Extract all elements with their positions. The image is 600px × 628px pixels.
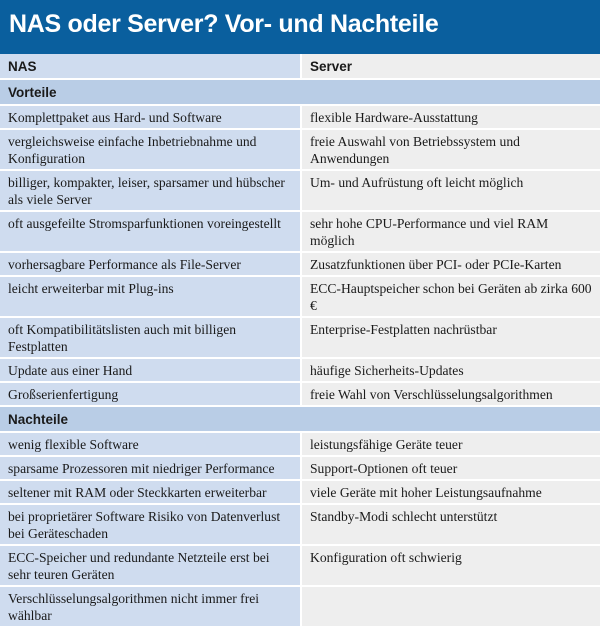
table-row: [0, 277, 600, 318]
pro-nas-cell: Komplettpaket aus Hard- und Software: [0, 106, 302, 130]
table-row: [0, 505, 600, 546]
table-row: [0, 130, 600, 171]
pro-server-cell: Um- und Aufrüstung oft leicht möglich: [302, 171, 600, 212]
con-nas-cell: seltener mit RAM oder Steckkarten erweiterbar: [0, 481, 302, 505]
pro-nas-cell: vergleichsweise einfache Inbetriebnahme und Konfiguration: [0, 130, 302, 171]
pro-server-cell: flexible Hardware-Ausstattung: [302, 106, 600, 130]
pro-server-cell: Zusatzfunktionen über PCI- oder PCIe-Karten: [302, 253, 600, 277]
table-row: [0, 253, 600, 277]
con-nas-cell: Verschlüsselungsalgorithmen nicht immer frei wählbar: [0, 587, 302, 628]
table-row: [0, 546, 600, 587]
con-server-cell: Konfiguration oft schwierig: [302, 546, 600, 587]
section-label-pros: Vorteile: [0, 80, 600, 106]
pro-nas-cell: billiger, kompakter, leiser, sparsamer und hübscher als viele Server: [0, 171, 302, 212]
con-nas-cell: wenig flexible Software: [0, 433, 302, 457]
comparison-table: [0, 54, 600, 628]
column-header-nas: NAS: [0, 54, 302, 80]
table-row: [0, 587, 600, 628]
con-nas-cell: bei proprietärer Software Risiko von Datenverlust bei Geräteschaden: [0, 505, 302, 546]
table-row: [0, 481, 600, 505]
table-row: [0, 171, 600, 212]
pro-server-cell: ECC-Hauptspeicher schon bei Geräten ab zirka 600 €: [302, 277, 600, 318]
section-row-pros: [0, 80, 600, 106]
header-row: [0, 54, 600, 80]
table-row: [0, 433, 600, 457]
section-row-cons: [0, 407, 600, 433]
pro-server-cell: Enterprise-Festplatten nachrüstbar: [302, 318, 600, 359]
pro-server-cell: freie Auswahl von Betriebssystem und Anwendungen: [302, 130, 600, 171]
con-server-cell: Support-Optionen oft teuer: [302, 457, 600, 481]
con-nas-cell: sparsame Prozessoren mit niedriger Performance: [0, 457, 302, 481]
con-server-cell: [302, 587, 600, 628]
pro-nas-cell: oft ausgefeilte Stromsparfunktionen voreingestellt: [0, 212, 302, 253]
con-server-cell: Standby-Modi schlecht unterstützt: [302, 505, 600, 546]
table-row: [0, 359, 600, 383]
pro-nas-cell: leicht erweiterbar mit Plug-ins: [0, 277, 302, 318]
pro-server-cell: häufige Sicherheits-Updates: [302, 359, 600, 383]
table-row: [0, 106, 600, 130]
page-title: NAS oder Server? Vor- und Nachteile: [0, 0, 600, 54]
table-row: [0, 212, 600, 253]
table-row: [0, 318, 600, 359]
pro-nas-cell: vorhersagbare Performance als File-Server: [0, 253, 302, 277]
pro-nas-cell: Großserienfertigung: [0, 383, 302, 407]
table-row: [0, 383, 600, 407]
column-header-server: Server: [302, 54, 600, 80]
pro-server-cell: freie Wahl von Verschlüsselungsalgorithmen: [302, 383, 600, 407]
table-row: [0, 457, 600, 481]
con-nas-cell: ECC-Speicher und redundante Netzteile erst bei sehr teuren Geräten: [0, 546, 302, 587]
con-server-cell: viele Geräte mit hoher Leistungsaufnahme: [302, 481, 600, 505]
section-label-cons: Nachteile: [0, 407, 600, 433]
pro-nas-cell: oft Kompatibilitätslisten auch mit billigen Festplatten: [0, 318, 302, 359]
con-server-cell: leistungsfähige Geräte teuer: [302, 433, 600, 457]
pro-server-cell: sehr hohe CPU-Performance und viel RAM möglich: [302, 212, 600, 253]
pro-nas-cell: Update aus einer Hand: [0, 359, 302, 383]
